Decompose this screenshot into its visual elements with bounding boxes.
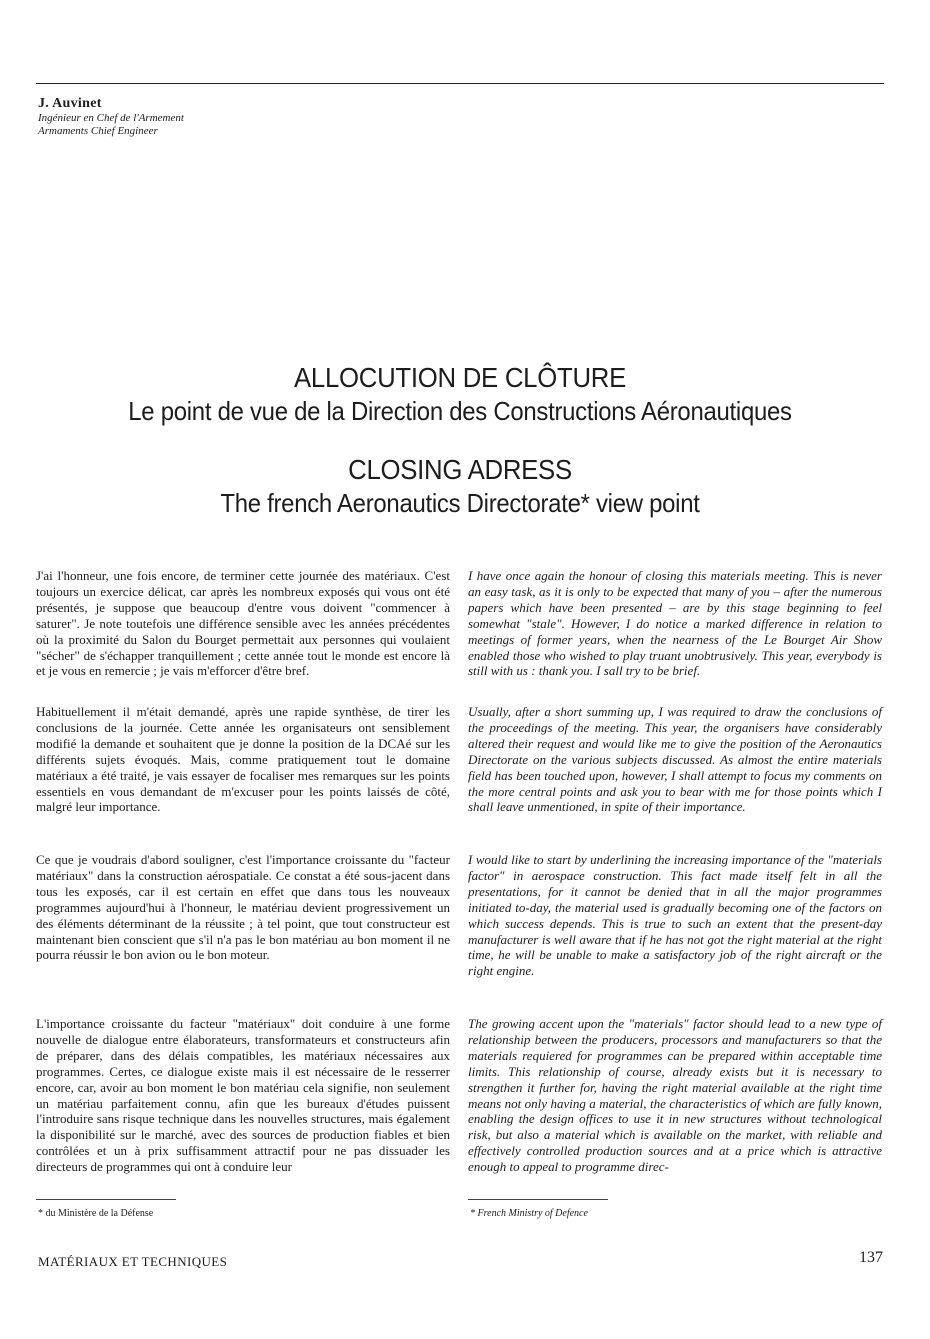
paragraph-en-3: I would like to start by underlining the increasing importance of the "materials factor" in aerospace construction. This fact made itself felt in all the presentations, for it cannot be denied that in all the major programmes initiated to-day, the material used is gradually becoming one of the factors on which success depends. This is true to such an extent that the present-day manufacturer is well aware that if he has not got the right material at the right time, he will be unable to make a satisfactory job of the right aircraft or the right engine. (468, 852, 882, 979)
page-number: 137 (859, 1249, 883, 1266)
paragraph-en-2: Usually, after a short summing up, I was required to draw the conclusions of the proceedings of the meeting. This year, the organisers have considerably altered their request and would like me to give the position of the Aeronautics Directorate on the various subjects discussed. As almost the entire materials field has been touched upon, however, I shall attempt to focus my comments on the more central points and ask you to bear with me for those points which I shall leave unmentioned, in spite of their importance. (468, 704, 882, 815)
author-block (38, 96, 184, 137)
title-en-sub: The french Aeronautics Directorate* view point (220, 488, 700, 518)
paragraph-fr-3: Ce que je voudrais d'abord souligner, c'est l'importance croissante du "facteur matériaux" dans la construction aérospatiale. Ce constat a été sous-jacent dans tous les exposés, car il est certain en effet que dans tous les nouveaux programmes aujourd'hui à l'honneur, le matériau devient progressivement un des éléments déterminant de la réussite ; à tel point, que tout constructeur est maintenant bien conscient que s'il n'a pas le bon matériau au bon moment il ne pourra réussir le bon avion ou le bon moteur. (36, 852, 450, 963)
footnote-fr: * du Ministère de la Défense (38, 1208, 154, 1219)
footnote-rule-fr (36, 1199, 176, 1200)
author-name: J. Auvinet (38, 96, 102, 111)
paragraph-en-4: The growing accent upon the "materials" factor should lead to a new type of relationship between the producers, processors and manufacturers so that the materials requiered for programmes can be prepared within acceptable time limits. This relationship of course, already exists but it is necessary to strengthen it further for, having the right material available at the right time means not only having a material, the characteristics of which are fully known, enabling the design offices to use it in new structures without technological risk, but also a material which is available on the market, with reliable and effectively controlled production sources and at a price which is attractive enough to appeal to programme direc- (468, 1016, 882, 1175)
footnote-en: * French Ministry of Defence (470, 1208, 588, 1219)
paragraph-fr-4: L'importance croissante du facteur "matériaux" doit conduire à une forme nouvelle de dialogue entre élaborateurs, transformateurs et constructeurs afin de préparer, dans des délais compatibles, les matériaux nécessaires aux programmes. Certes, ce dialogue existe mais il est nécessaire de le resserrer encore, car, avoir au bon moment le bon matériau cela signifie, non seulement un matériau parfaitement connu, afin que les bureaux d'études puissent l'introduire sans risque technique dans les nouvelles structures, mais également la disponibilité sur le marché, avec des sources de production fiables et bien contrôlées et un à prix suffisamment attractif pour ne pas dissuader les directeurs de programmes qui ont à conduire leur (36, 1016, 450, 1175)
title-fr-main: ALLOCUTION DE CLÔTURE (293, 362, 627, 393)
header-rule (36, 83, 884, 84)
journal-name: MATÉRIAUX ET TECHNIQUES (38, 1254, 228, 1269)
paragraph-en-1: I have once again the honour of closing this materials meeting. This is never an easy task, as it is only to be expected that many of you – after the numerous papers which have been presented – are by this stage beginning to feel somewhat "stale". However, I do notice a marked difference in relation to meetings of former years, when the nearness of the Le Bourget Air Show enabled those who wished to play truant unobtrusively. This year, everybody is still with us : thank you. I sall try to be brief. (468, 568, 882, 679)
paragraph-fr-1: J'ai l'honneur, une fois encore, de terminer cette journée des matériaux. C'est toujours un exercice délicat, car après les nombreux exposés qui vous ont été présentés, je suppose que beaucoup d'entre vous doivent "commencer à saturer". Je note toutefois une différence sensible avec les années précédentes où la proximité du Salon du Bourget permettait aux personnes qui voulaient "sécher" de s'échapper tranquillement ; cette année tout le monde est encore là et je vous en remercie ; je vais m'efforcer d'être bref. (36, 568, 450, 679)
title-fr-sub: Le point de vue de la Direction des Constructions Aéronautiques (128, 396, 792, 426)
author-role-fr: Ingénieur en Chef de l'Armement (38, 112, 184, 125)
author-role-en: Armaments Chief Engineer (38, 124, 158, 137)
title-en-main: CLOSING ADRESS (348, 454, 572, 485)
paragraph-fr-2: Habituellement il m'était demandé, après une rapide synthèse, de tirer les conclusions de la journée. Cette année les organisateurs ont sensiblement modifié la demande et souhaitent que je donne la position de la DCAé sur les différents sujets évoqués. Mais, comme pratiquement tout le domaine matériaux a été traité, je vais essayer de focaliser mes remarques sur les points essentiels en vous demandant de m'excuser pour les points laissés de côté, malgré leur importance. (36, 704, 450, 815)
footnote-rule-en (468, 1199, 608, 1200)
